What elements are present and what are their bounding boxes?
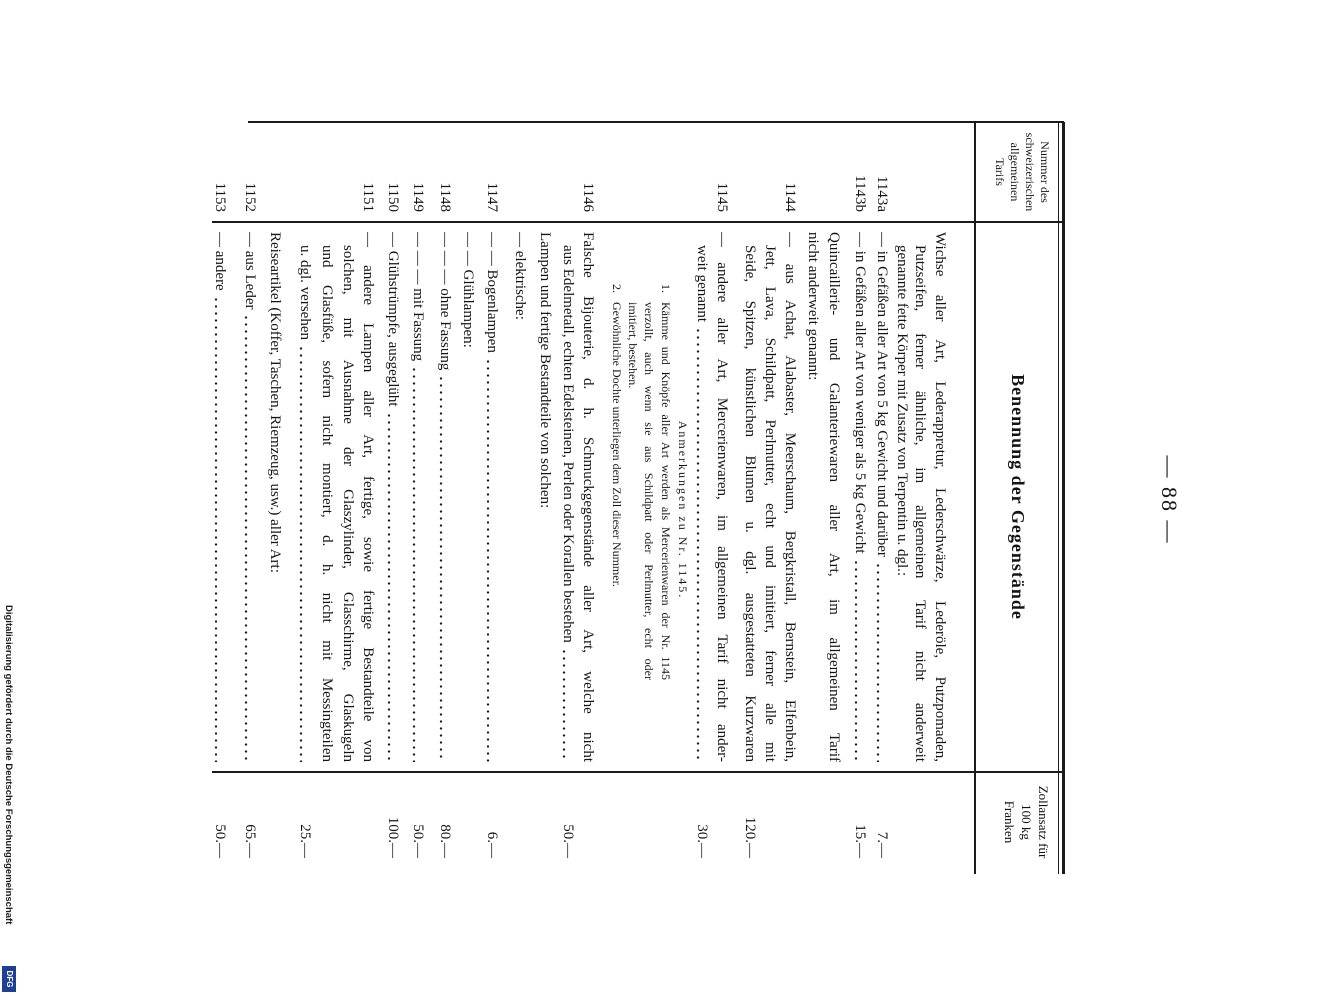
duty-rate: 80.— — [437, 824, 453, 858]
note-line — [640, 0, 657, 1000]
tariff-line — [824, 0, 844, 1000]
item-description-text: — — Bogenlampen — [484, 232, 500, 353]
dot-leader — [558, 648, 578, 762]
tariff-line — [408, 0, 428, 1000]
item-description-text: — — — ohne Fassung — [437, 232, 453, 371]
table-top-rule — [1062, 122, 1065, 874]
tariff-line — [712, 0, 732, 1000]
tariff-line — [510, 0, 530, 1000]
column-header-rate-line: Zollansatz für — [1036, 785, 1051, 859]
tariff-number: 1152 — [242, 182, 258, 212]
item-description — [408, 232, 428, 762]
column-header-rate-line: Franken — [1002, 800, 1017, 844]
notes-heading-line — [674, 0, 691, 1000]
tariff-number: 1148 — [437, 182, 453, 212]
item-description-text: aus Edelmetall, echten Edelsteinen, Perlen oder Korallen bestehen — [560, 245, 576, 643]
duty-rate: 50.— — [212, 824, 228, 858]
dot-leader — [850, 559, 870, 762]
column-header-number-line: allgemeinen — [1008, 142, 1022, 202]
column-header-description: Benennung der Gegenstände — [1008, 374, 1028, 620]
item-description: Seide, Spitzen, künstlichen Blumen u. dgl. ausgestatteten Kurzwaren — [742, 245, 758, 762]
note-line — [624, 0, 641, 1000]
item-description-text: u. dgl. versehen — [297, 245, 313, 340]
tariff-line — [295, 0, 315, 1000]
item-description — [872, 232, 892, 762]
tariff-line — [910, 0, 930, 1000]
tariff-line — [930, 0, 950, 1000]
tariff-number: 1151 — [360, 182, 376, 212]
item-description: Jett, Lava, Schildpatt, Perlmutter, echt und imitiert, ferner alle mit — [762, 245, 778, 762]
tariff-number: 1149 — [410, 182, 426, 212]
item-description: Reiseartikel (Koffer, Taschen, Riemzeug, usw.) aller Art: — [267, 232, 283, 573]
column-header-number — [992, 122, 1052, 222]
dfg-logo: DFG — [2, 966, 16, 992]
item-description — [558, 245, 578, 762]
item-description: genannte fette Körper mit Zusatz von Terpentin u. dgl.: — [894, 245, 910, 577]
tariff-number: 1143a — [874, 175, 890, 212]
column-header-number-line: Nummer des — [1038, 141, 1052, 203]
item-description: Putzseifen, ferner ähnliche, im allgemeinen Tarif nicht anderweit — [912, 245, 928, 762]
tariff-line — [558, 0, 578, 1000]
tariff-line — [338, 0, 358, 1000]
item-description — [435, 232, 455, 762]
note-text: Gewöhnliche Dochte unterliegen dem Zoll dieser Nummer. — [610, 302, 624, 587]
duty-rate: 25.— — [297, 824, 313, 858]
note-line — [657, 0, 674, 1000]
item-description — [692, 245, 712, 762]
dot-leader — [482, 358, 502, 762]
tariff-line — [780, 0, 800, 1000]
duty-rate: 7.— — [874, 831, 890, 858]
item-description — [482, 232, 502, 762]
item-description — [295, 245, 315, 762]
duty-rate: 15.— — [852, 824, 868, 858]
note-text: verzollt, auch wenn sie aus Schildpatt oder Perlmutter, echt oder — [642, 302, 656, 680]
item-description: und Glasfüße, sofern nicht montiert, d. h. nicht mit Messingteilen — [319, 245, 335, 762]
item-description: — aus Achat, Alabaster, Meerschaum, Bergkristall, Bernstein, Elfenbein, — [782, 232, 798, 762]
tariff-line — [383, 0, 403, 1000]
duty-rate: 65.— — [242, 824, 258, 858]
tariff-number: 1145 — [714, 182, 730, 212]
dot-leader — [383, 412, 403, 762]
tariff-line — [535, 0, 555, 1000]
tariff-line — [850, 0, 870, 1000]
item-description-text: — aus Leder — [242, 232, 258, 310]
item-description — [240, 232, 260, 762]
tariff-line — [578, 0, 598, 1000]
item-description: solchen, mit Ausnahme der Glaszylinder, Glasschirme, Glaskugeln — [340, 245, 356, 762]
tariff-number: 1146 — [580, 182, 596, 212]
tariff-line — [265, 0, 285, 1000]
item-description: Falsche Bijouterie, d. h. Schmuckgegenstände aller Art, welche nicht — [580, 232, 596, 762]
dot-leader — [295, 345, 315, 762]
column-header-number-line: schweizerischen — [1023, 132, 1037, 212]
column-header-rate-line: 100 kg — [1019, 804, 1034, 840]
duty-rate: 120.— — [742, 816, 758, 858]
tariff-line — [317, 0, 337, 1000]
page-number: — 88 — — [1157, 455, 1182, 545]
item-description — [383, 232, 403, 762]
tariff-line — [240, 0, 260, 1000]
tariff-number: 1153 — [212, 182, 228, 212]
tariff-line — [760, 0, 780, 1000]
column-header-number-line: Tarifs — [993, 158, 1007, 186]
item-description: Wichse aller Art, Lederappretur, Lederschwärze, Lederöle, Putzpomaden, — [932, 232, 948, 762]
dot-leader — [692, 327, 712, 762]
note-text: imitiert, bestehen. — [626, 302, 640, 389]
item-description — [850, 232, 870, 762]
note-marker: 1. — [659, 284, 673, 293]
note-marker: 2. — [610, 284, 624, 293]
tariff-line — [210, 0, 230, 1000]
dot-leader — [435, 375, 455, 762]
tariff-number: 1143b — [852, 175, 868, 212]
dot-leader — [872, 562, 892, 762]
dot-leader — [210, 296, 230, 762]
column-header-rate — [1001, 772, 1052, 872]
item-description: Lampen und fertige Bestandteile von solchen: — [537, 232, 553, 509]
dot-leader — [408, 366, 428, 762]
item-description — [210, 232, 230, 762]
tariff-line — [803, 0, 823, 1000]
item-description-text: — Glühstrümpfe, ausgeglüht — [385, 232, 401, 407]
tariff-line — [740, 0, 760, 1000]
duty-rate: 30.— — [694, 824, 710, 858]
funding-note: Digitalisierung gefördert durch die Deutsche Forschungsgemeinschaft — [3, 605, 14, 925]
item-description: — — Glühlampen: — [460, 232, 476, 348]
note-line — [608, 0, 625, 1000]
item-description-text: weit genannt — [694, 245, 710, 323]
item-description: — andere aller Art, Mercerienwaren, im allgemeinen Tarif nicht ander- — [714, 232, 730, 762]
duty-rate: 100.— — [385, 816, 401, 858]
note-text: Kämme und Knöpfe aller Art werden als Mercerienwaren der Nr. 1145 — [659, 302, 673, 680]
tariff-line — [482, 0, 502, 1000]
item-description-text: — in Gefäßen aller Art von 5 kg Gewicht und darüber — [874, 232, 890, 557]
table-top-rule-thin — [1058, 122, 1059, 874]
item-description-text: — — — mit Fassung — [410, 232, 426, 362]
header-bottom-rule — [975, 122, 977, 874]
tariff-number: 1147 — [484, 182, 500, 212]
item-description-text: — andere — [212, 232, 228, 291]
tariff-line — [692, 0, 712, 1000]
tariff-line — [872, 0, 892, 1000]
tariff-line — [458, 0, 478, 1000]
item-description: Quincaillerie- und Galanteriewaren aller Art, im allgemeinen Tarif — [826, 232, 842, 762]
notes-heading: Anmerkungen zu Nr. 1145. — [676, 420, 690, 600]
tariff-line — [435, 0, 455, 1000]
item-description: — andere Lampen aller Art, fertige, sowie fertige Bestandteile von — [360, 232, 376, 762]
tariff-line — [358, 0, 378, 1000]
duty-rate: 50.— — [560, 824, 576, 858]
tariff-line — [892, 0, 912, 1000]
item-description: nicht anderweit genannt: — [805, 232, 821, 381]
duty-rate: 6.— — [484, 831, 500, 858]
dot-leader — [240, 314, 260, 762]
tariff-number: 1144 — [782, 182, 798, 212]
item-description-text: — in Gefäßen aller Art von weniger als 5 kg Gewicht — [852, 232, 868, 554]
tariff-number: 1150 — [385, 182, 401, 212]
item-description: — elektrische: — [512, 232, 528, 320]
duty-rate: 50.— — [410, 824, 426, 858]
